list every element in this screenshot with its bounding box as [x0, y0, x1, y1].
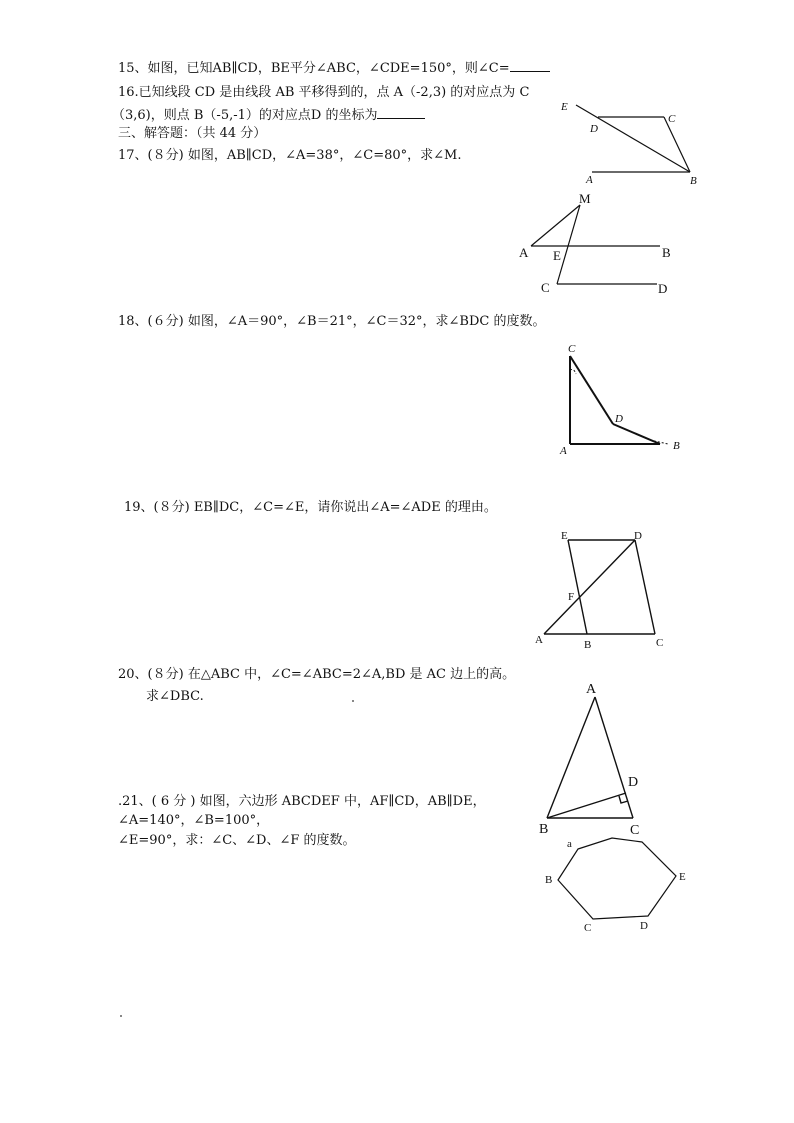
question-20-line1: 20、(８分) 在△ABC 中，∠C=∠ABC=2∠A,BD 是 AC 边上的高。 — [118, 667, 516, 682]
fig21-label-c: C — [584, 922, 592, 934]
question-20-line2: 求∠DBC. — [146, 689, 204, 704]
fig20-label-b: B — [539, 822, 549, 837]
question-15 — [118, 58, 550, 78]
fig17-label-d: D — [658, 281, 668, 296]
fig18-label-b: B — [673, 440, 680, 452]
fig17-label-b: B — [662, 245, 671, 260]
question-16-line1: 16.已知线段 CD 是由线段 AB 平移得到的，点 A（-2,3) 的对应点为 C — [118, 85, 530, 100]
section-3-title: 三、解答题：（共 44 分） — [118, 126, 267, 141]
fig21-label-a: a — [567, 838, 572, 850]
fig17-label-c: C — [541, 280, 550, 295]
question-21-line3: ∠E=90°，求：∠C、∠D、∠F 的度数。 — [118, 833, 356, 848]
fig18-label-a: A — [560, 445, 567, 457]
question-21-line1: .21、( 6 分 ) 如图，六边形 ABCDEF 中，AF∥CD，AB∥DE， — [118, 794, 486, 809]
fig21-label-b: B — [545, 874, 553, 886]
fig15-label-a: A — [586, 174, 593, 186]
fig15-label-d: D — [590, 123, 598, 135]
question-15-text: 15、如图，已知AB∥CD，BE平分∠ABC，∠CDE=150°，则∠C= — [118, 61, 510, 76]
fig17-label-a: A — [519, 245, 529, 260]
fig15-label-e: E — [561, 101, 568, 113]
fig17-label-m: M — [579, 191, 591, 206]
question-19: 19、(８分) EB∥DC，∠C=∠E，请你说出∠A=∠ADE 的理由。 — [124, 500, 497, 515]
question-16-line2 — [112, 105, 425, 125]
fig19-label-f: F — [568, 591, 575, 603]
fig19-label-c: C — [656, 637, 664, 649]
fig17-label-e: E — [553, 248, 561, 263]
fig15-label-b: B — [690, 175, 697, 187]
fig21-label-e: E — [679, 871, 686, 883]
question-18: 18、(６分) 如图，∠A＝90°，∠B＝21°，∠C＝32°，求∠BDC 的度数。 — [118, 314, 546, 329]
fig20-label-a: A — [586, 682, 597, 697]
answer-blank-15[interactable] — [510, 58, 550, 72]
question-17: 17、(８分) 如图，AB∥CD，∠A=38°，∠C=80°，求∠M. — [118, 148, 462, 163]
question-21-line2: ∠A=140°，∠B=100°， — [118, 813, 270, 828]
stray-dot — [352, 700, 354, 702]
stray-dot — [120, 1015, 122, 1017]
fig15-label-c: C — [668, 113, 676, 125]
fig18-label-d: D — [615, 413, 623, 425]
fig20-label-c: C — [630, 823, 640, 838]
fig19-label-e: E — [561, 530, 568, 542]
fig20-label-d: D — [628, 775, 639, 790]
question-16-line2-text: （3,6)，则点 B（-5,-1）的对应点D 的坐标为 — [112, 108, 378, 123]
fig19-label-b: B — [584, 639, 592, 651]
fig18-label-c: C — [568, 343, 576, 355]
answer-blank-16[interactable] — [377, 105, 425, 119]
fig19-label-d: D — [634, 530, 642, 542]
fig19-label-a: A — [535, 634, 543, 646]
fig21-label-d: D — [640, 920, 648, 932]
